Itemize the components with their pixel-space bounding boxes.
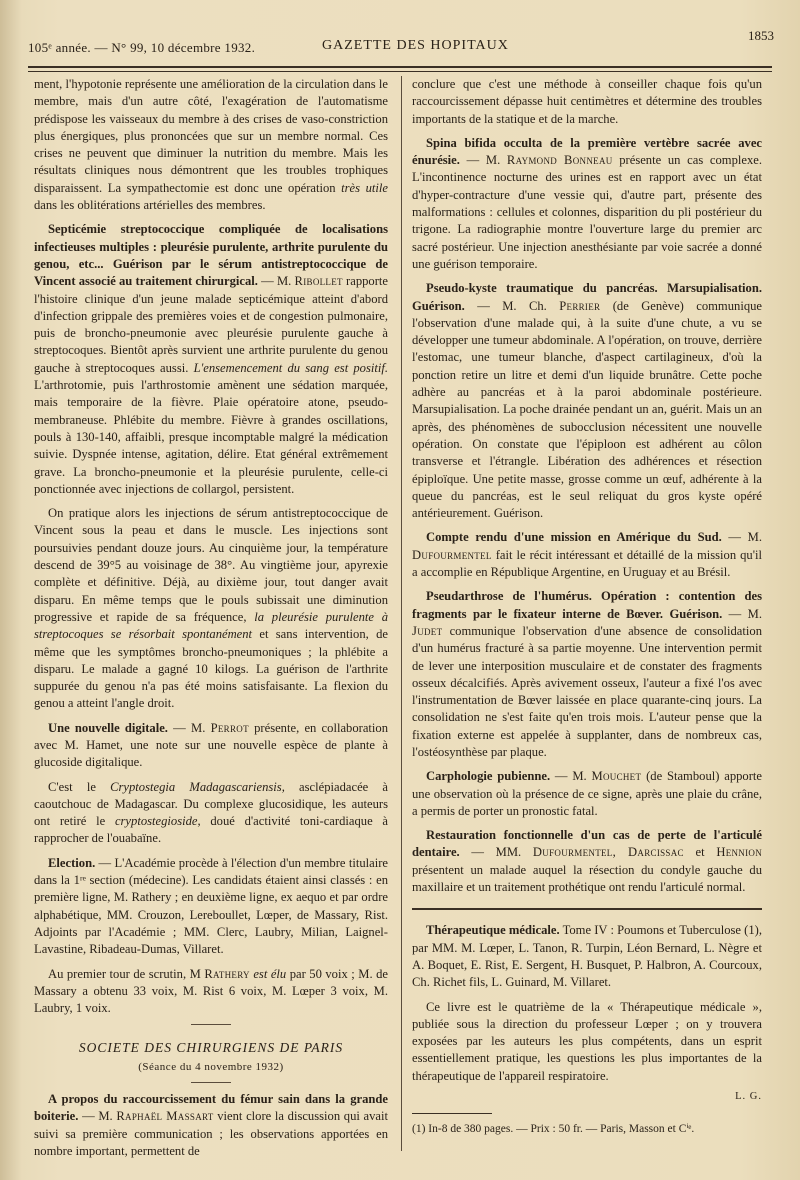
journal-title: GAZETTE DES HOPITAUX <box>322 38 509 53</box>
article-pseudarthrose: Pseudarthrose de l'humérus. Opération : contention des fragments par le fixateur interne de Bœver. Guérison. — M. Judet communique l'observation d'une absence de consolidation d'un humérus fracturé à sa partie moyenne. Une intervention permit de lever une interposition musculaire et de constater des fragments osseux décalcifiés. Après avivement osseux, l'auteur a fixé l'os avec l'instrumentation de Bœver laissée en place quarante-cinq jours. La consolidation ne s'est faite qu'en trois mois. L'auteur pense que la fixation externe est appelée à supplanter, dans de nombreux cas, l'ostéosynthèse par plaque. <box>412 589 762 759</box>
author-name: Dufourmentel, Darcissac <box>532 845 684 860</box>
header-rule-thin <box>28 71 772 72</box>
article-title: Restauration fonctionnelle d'un cas de perte de l'articulé dentaire. <box>412 828 762 860</box>
review-initials: L. G. <box>735 1091 762 1103</box>
article-digitale: Une nouvelle digitale. — M. Perrot présente, en collaboration avec M. Hamet, une note sur une nouvelle espèce de plante à glucoside digitalique. <box>34 720 388 770</box>
article-title: Election. <box>48 855 96 870</box>
article-title: Pseudarthrose de l'humérus. Opération : contention des fragments par le fixateur interne de Bœver. Guérison. <box>412 589 762 621</box>
society-session: (Séance du 4 novembre 1932) <box>138 1060 284 1073</box>
article-carphologie: Carphologie pubienne. — M. Mouchet (de Stamboul) apporte une observation où la présence de ce signe, après une plaie du crâne, a permis de porter un pronostic fatal. <box>412 769 763 818</box>
issue-line: 105ᵉ année. — N° 99, 10 décembre 1932. <box>28 40 256 55</box>
footnote-rule <box>412 1113 492 1114</box>
article-femur: A propos du raccourcissement du fémur sain dans la grande boiterie. — M. Raphaël Massart vient clore la discussion qui avait suivi sa première communication ; les observations apportées en nombre important, permettent de <box>34 1092 389 1158</box>
author-name: Perrier <box>559 298 601 313</box>
author-name: Rathery <box>204 966 250 981</box>
article-title: Pseudo-kyste traumatique du pancréas. Marsupialisation. Guérison. <box>412 281 762 313</box>
author-name: Raymond Bonneau <box>506 153 613 168</box>
article-pseudo-kyste: Pseudo-kyste traumatique du pancréas. Marsupialisation. Guérison. — M. Ch. Perrier (de Genève) communique l'observation d'une malade qui, à la suite d'une chute, a vu se développer une tumeur abdominale. A l'opération, on trouve, derrière l'estomac, une tumeur blanche, d'aspect cartilagineux, d'où la ponction retire un litre et demi d'un liquide brunâtre. Cette poche adhère au pancréas et à la paroi abdominale postérieure. Marsupialisation. La poche drainée pendant un an, guérit. Mais un an après, des phénomènes de subocclusion nécessitent une nouvelle opération. On constate que l'épiploon est adhérent au côlon transverse et l'étrangle. Libération des adhérences et résection épiploïque. Une petite masse, grosse comme un œuf, adhérente à la queue du pancréas, est le seul reliquat du gros kyste opéré antérieurement. Guérison. <box>412 281 762 521</box>
author-name: Mouchet <box>591 769 642 784</box>
column-divider <box>401 76 402 1151</box>
article-title: Carphologie pubienne. <box>426 769 551 784</box>
article-restauration: Restauration fonctionnelle d'un cas de perte de l'articulé dentaire. — MM. Dufourmentel, Darcissac et Hennion présentent un malade auquel la résection du condyle gauche du maxillaire et un traitement prothétique ont rendu l'articulé normal. <box>412 828 762 895</box>
article-septicemie: Septicémie streptococcique compliquée de localisations infectieuses multiples : pleurésie purulente, arthrite purulente du genou, etc... Guérison par le sérum antistreptococcique de Vincent associé au traitement chirurgical. — M. Ribollet rapporte l'histoire clinique d'un jeune malade septicémique atteint d'abord d'infection grippale des premières voies et de congestion pulmonaire, puis de broncho-pneumonie avec pleurésie purulente gauche à streptocoques. Bientôt après survient une arthrite purulente du genou gauche à streptocoques aussi. L'ensemencement du sang est positif. L'arthrotomie, puis l'arthrostomie amènent une sédation marquée, mais temporaire de la fièvre. Plaie opératoire atone, pseudo-membraneuse. Phlébite du membre. Fièvre à grandes oscillations, pouls à 130-140, affaibli, presque incomptable malgré la médication suivie. Dyspnée intense, agitation, délire. Etat général extrêmement grave. La broncho-pneumonie et la pleurésie purulente, celle-ci ponctionnée avec injections de collargol, persistent. <box>34 222 389 496</box>
section-divider <box>191 1024 231 1025</box>
article-election: Election. — L'Académie procède à l'élection d'un membre titulaire dans la 1ʳᵉ section (médecine). Les candidats étaient ainsi classés : en première ligne, M. Rathery ; en deuxième ligne, ex aequo et par ordre alphabétique, MM. Crouzon, Lereboullet, Lœper, de Massary, Rist. Adjoints par l'Académie ; MM. Clerc, Laubry, Milian, Laignel-Lavastine, Ribadeau-Dumas, Villaret. <box>34 855 388 957</box>
article-paragraph: Au premier tour de scrutin, M Rathery est élu par 50 voix ; M. de Massary a obtenu 33 voix, M. Rist 6 voix, M. Lœper 3 voix, M. Laubry, 1 voix. <box>34 966 388 1016</box>
author-name: Raphaël Massart <box>116 1109 214 1124</box>
article-title: Spina bifida occulta de la première vertèbre sacrée avec énurésie. <box>412 135 762 168</box>
article-paragraph: On pratique alors les injections de sérum antistreptococcique de Vincent sous la peau et dans le muscle. Les injections sont poursuivies pendant douze jours. Au cinquième jour, la température descend de 39°5 au voisinage de 38°. Au vingtième jour, apyrexie complète et définitive. Déjà, au dixième jour, tout danger avait disparu. En même temps que le pouls subissait une diminution progressive et rapide de sa fréquence, la pleurésie purulente à streptocoques se résorbait spontanément et sans intervention, de même que les symptômes broncho-pneumoniques ; la phlébite a disparu. Le malade a gagné 10 kilogs. La guérison de l'arthrite suppurée du genou n'a pas été moins satisfaisante. La flexion du genou a atteint l'angle droit. <box>34 506 389 711</box>
article-title: Septicémie streptococcique compliquée de localisations infectieuses multiples : pleurésie purulente, arthrite purulente du genou, etc... Guérison par le sérum antistreptococcique de Vincent associé au traitement chirurgical. <box>34 222 388 289</box>
author-name: Judet <box>412 623 443 638</box>
review-divider <box>412 908 762 910</box>
section-divider <box>191 1082 231 1083</box>
footnote: (1) In-8 de 380 pages. — Prix : 50 fr. — Paris, Masson et Cⁱᵉ. <box>412 1123 695 1136</box>
article-spina-bifida: Spina bifida occulta de la première vertèbre sacrée avec énurésie. — M. Raymond Bonneau présente un cas complexe. L'incontinence nocturne des urines est en rapport avec un état d'hyper-contracture d'une vessie qui, d'autre part, présente des malformations : cellules et colonnes, disparition du pli postérieur du trigone. La radiographie montre l'ouverture large du premier arc sacré postérieur. Une injection anesthésiante par voie sacrée a donné une guérison temporaire. <box>412 135 763 271</box>
author-name: Perrot <box>210 720 249 735</box>
paragraph-continuation: ment, l'hypotonie représente une amélioration de la circulation dans le membre, mais d'un autre côté, l'exagération de l'automatisme prédispose les vaisseaux du membre à des crises de vaso-constriction plus énergiques, plus prononcées que sur un membre normal. Ces crises ne peuvent que diminuer la nutrition du membre. Mais les résultats cliniques nous démontrent que les troubles trophiques disparaissent. La sympathectomie est donc une opération très utile dans les oblitérations artérielles des membres. <box>34 77 388 213</box>
author-name: Dufourmentel <box>412 547 492 562</box>
left-column <box>34 76 388 1167</box>
article-title: Une nouvelle digitale. <box>48 720 168 735</box>
paragraph-continuation: conclure que c'est une méthode à conseiller chaque fois qu'un raccourcissement dépasse huit centimètres et détermine des troubles importants de la statique et de la marche. <box>412 77 762 126</box>
author-name: Ribollet <box>294 274 343 289</box>
article-title: Compte rendu d'une mission en Amérique du Sud. <box>426 530 722 545</box>
society-title: SOCIETE DES CHIRURGIENS DE PARIS <box>78 1040 344 1056</box>
page-number: 1853 <box>748 28 774 43</box>
page-header <box>22 28 778 58</box>
review-paragraph: Ce livre est le quatrième de la « Thérapeutique médicale », publiée sous la direction du professeur Lœper ; on y trouvera exposées par les auteurs les plus compétents, dans un esprit essentiellement pratique, les questions les plus importantes de la thérapeutique de l'appareil respiratoire. <box>412 999 762 1083</box>
review-title: Thérapeutique médicale. <box>426 923 560 938</box>
author-name: Hennion <box>716 845 762 860</box>
book-review: Thérapeutique médicale. Tome IV : Poumons et Tuberculose (1), par MM. M. Lœper, L. Tanon, R. Turpin, Léon Bernard, L. Nègre et A. Boquet, E. Rist, E. Sergent, H. Busquet, P. Halbron, A. Courcoux, Ch. Richet fils, L. Guinard, M. Villaret. <box>412 923 762 990</box>
header-rule <box>28 66 772 68</box>
article-paragraph: C'est le Cryptostegia Madagascariensis, asclépiadacée à caoutchouc de Madagascar. Du complexe glucosidique, les auteurs ont retiré le cryptostegioside, doué d'activité toni-cardiaque à rapprocher de l'ouabaïne. <box>34 779 389 846</box>
right-column <box>412 76 762 1137</box>
article-title: A propos du raccourcissement du fémur sain dans la grande boiterie. <box>34 1092 388 1124</box>
article-mission: Compte rendu d'une mission en Amérique du Sud. — M. Dufourmentel fait le récit intéressant et détaillé de la mission qu'il a accomplie en République Argentine, en Uruguay et au Brésil. <box>412 530 762 580</box>
